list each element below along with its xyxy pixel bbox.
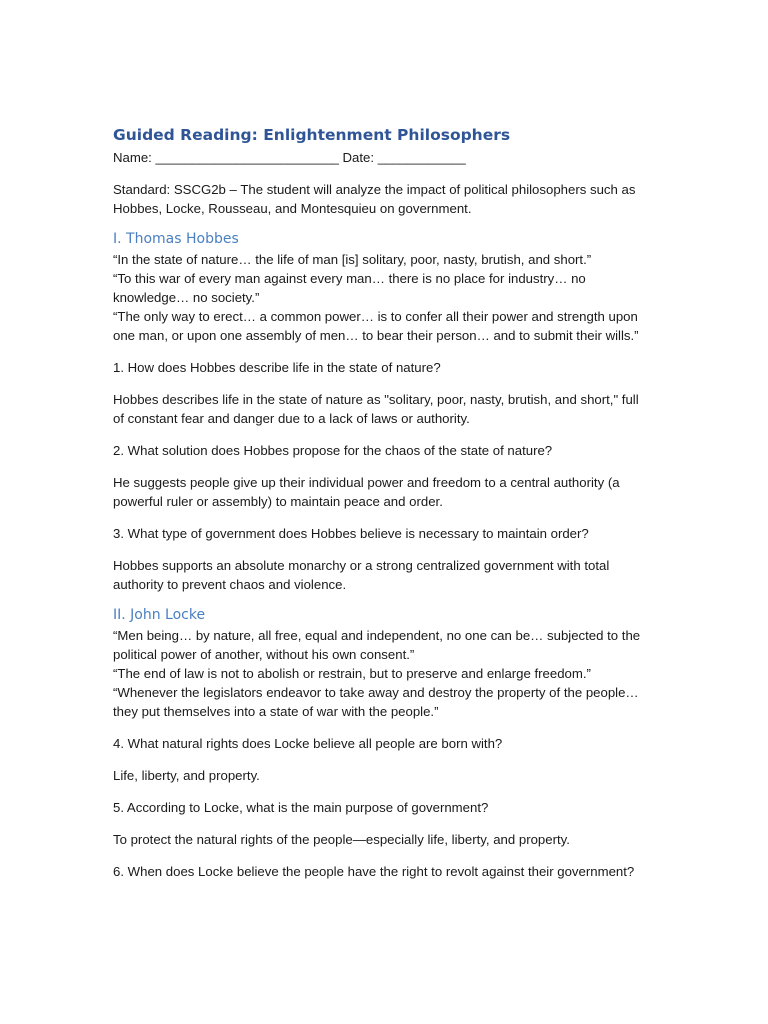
answer-5: To protect the natural rights of the people—especially life, liberty, and property. — [113, 832, 570, 847]
question-2: 2. What solution does Hobbes propose for the chaos of the state of nature? — [113, 443, 553, 458]
hobbes-quote: “To this war of every man against every man… there is no place for industry… no knowledge… no society.” — [113, 271, 586, 305]
question-5: 5. According to Locke, what is the main purpose of government? — [113, 800, 489, 815]
locke-quote: “Whenever the legislators endeavor to take away and destroy the property of the people… they put themselves into a state of war with the people.” — [113, 685, 639, 719]
hobbes-quote: “In the state of nature… the life of man [is] solitary, poor, nasty, brutish, and short.” — [113, 252, 592, 267]
standard-text: Standard: SSCG2b – The student will analyze the impact of political philosophers such as Hobbes, Locke, Rousseau, and Montesquieu on government. — [113, 182, 636, 216]
question-1: 1. How does Hobbes describe life in the state of nature? — [113, 360, 441, 375]
answer-4: Life, liberty, and property. — [113, 768, 260, 783]
answer-2: He suggests people give up their individual power and freedom to a central authority (a powerful ruler or assembly) to maintain peace and order. — [113, 475, 620, 509]
question-6: 6. When does Locke believe the people have the right to revolt against their government? — [113, 864, 635, 879]
locke-quote: “Men being… by nature, all free, equal and independent, no one can be… subjected to the political power of another, without his own consent.” — [113, 628, 641, 662]
hobbes-quote: “The only way to erect… a common power… is to confer all their power and strength upon one man, or upon one assembly of men… to bear their person… and to submit their wills.” — [113, 309, 639, 343]
question-3: 3. What type of government does Hobbes believe is necessary to maintain order? — [113, 526, 589, 541]
answer-1: Hobbes describes life in the state of nature as "solitary, poor, nasty, brutish, and short," full of constant fear and danger due to a lack of laws or authority. — [113, 392, 639, 426]
section-heading-hobbes: I. Thomas Hobbes — [113, 231, 239, 247]
name-date-line: Name: _________________________ Date: ____________ — [113, 150, 466, 165]
page-title: Guided Reading: Enlightenment Philosophers — [113, 126, 511, 144]
document-content — [113, 124, 653, 881]
question-4: 4. What natural rights does Locke believe all people are born with? — [113, 736, 503, 751]
section-heading-locke: II. John Locke — [113, 607, 206, 623]
locke-quote: “The end of law is not to abolish or restrain, but to preserve and enlarge freedom.” — [113, 666, 591, 681]
answer-3: Hobbes supports an absolute monarchy or a strong centralized government with total authority to prevent chaos and violence. — [113, 558, 610, 592]
